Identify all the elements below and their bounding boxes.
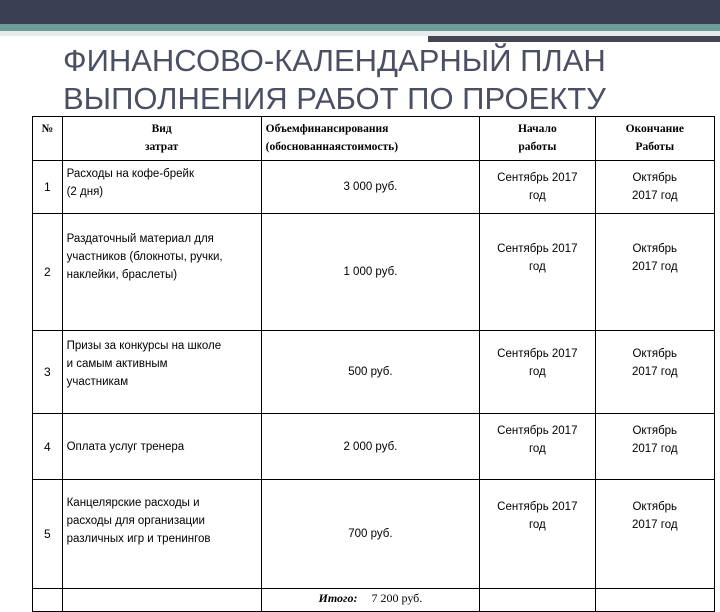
- row-number: 2: [33, 214, 63, 331]
- row-end-date: [595, 414, 714, 480]
- expense-type-line: и самым активным: [66, 358, 168, 370]
- end-date-line-1: Октябрь: [632, 501, 678, 513]
- row-start-date: [480, 414, 595, 480]
- header-start-date-line-1: Начало: [517, 123, 557, 135]
- total-row-empty-cell: [62, 589, 261, 612]
- row-expense-type: [62, 414, 261, 480]
- header-expense-type: [62, 117, 261, 161]
- start-date-line-1: Сентябрь 2017: [497, 243, 578, 255]
- total-amount-cell: [261, 589, 479, 612]
- start-date-line-1: Сентябрь 2017: [497, 425, 578, 437]
- header-end-date-line-1: Окончание: [625, 123, 684, 135]
- total-row-empty-cell: [595, 589, 714, 612]
- row-expense-type: [62, 161, 261, 214]
- row-funding-volume: 3 000 руб.: [261, 161, 479, 214]
- total-row-empty-cell: [480, 589, 595, 612]
- expense-type-line: Оплата услуг тренера: [66, 440, 185, 453]
- end-date-line-1: Октябрь: [632, 425, 678, 437]
- row-funding-volume: 700 руб.: [261, 480, 479, 589]
- end-date-line-1: Октябрь: [632, 243, 678, 255]
- financial-calendar-table: [32, 116, 715, 612]
- row-number: 1: [33, 161, 63, 214]
- row-start-date: [480, 214, 595, 331]
- banner-accent-stripe: [0, 24, 720, 31]
- slide-title: [63, 42, 703, 118]
- row-funding-volume: 1 000 руб.: [261, 214, 479, 331]
- table-row: [33, 331, 715, 414]
- expense-type-line: участникам: [66, 376, 129, 388]
- end-date-line-2: 2017 год: [631, 443, 678, 455]
- end-date-line-1: Октябрь: [632, 348, 678, 360]
- header-start-date-line-2: работы: [518, 141, 557, 153]
- header-start-date: [480, 117, 595, 161]
- header-funding-volume-line-2: (обоснованнаястоимость): [265, 141, 399, 153]
- expense-type-line: наклейки, браслеты): [66, 269, 178, 281]
- row-end-date: [595, 214, 714, 331]
- slide-title-line-2: ВЫПОЛНЕНИЯ РАБОТ ПО ПРОЕКТУ: [63, 81, 606, 116]
- start-date-line-2: год: [528, 190, 546, 202]
- expense-type-line: Призы за конкурсы на школе: [66, 340, 222, 352]
- row-expense-type: [62, 331, 261, 414]
- total-value: 7 200 руб.: [371, 591, 423, 605]
- row-funding-volume: 500 руб.: [261, 331, 479, 414]
- start-date-line-1: Сентябрь 2017: [497, 172, 578, 184]
- row-expense-type: [62, 214, 261, 331]
- end-date-line-2: 2017 год: [631, 190, 678, 202]
- expense-type-line: Раздаточный материал для: [66, 233, 214, 245]
- header-expense-type-line-2: затрат: [144, 141, 179, 153]
- top-banner-bar: [0, 0, 720, 24]
- row-expense-type: [62, 480, 261, 589]
- header-end-date: [595, 117, 714, 161]
- row-funding-volume: 2 000 руб.: [261, 414, 479, 480]
- table-row: [33, 414, 715, 480]
- header-end-date-line-2: Работы: [635, 141, 675, 153]
- row-end-date: [595, 161, 714, 214]
- slide-title-line-1: ФИНАНСОВО-КАЛЕНДАРНЫЙ ПЛАН: [63, 43, 606, 78]
- start-date-line-1: Сентябрь 2017: [497, 348, 578, 360]
- header-expense-type-line-1: Вид: [151, 123, 172, 135]
- table-row: [33, 161, 715, 214]
- row-number: 4: [33, 414, 63, 480]
- expense-type-line: (2 дня): [66, 186, 104, 198]
- expense-type-line: Канцелярские расходы и: [66, 497, 200, 509]
- end-date-line-2: 2017 год: [631, 366, 678, 378]
- header-funding-volume-line-1: Объемфинансирования: [265, 123, 389, 135]
- table-header-row: [33, 117, 715, 161]
- table-total-row: [33, 589, 715, 612]
- row-start-date: [480, 480, 595, 589]
- expense-type-line: расходы для организации: [66, 515, 205, 527]
- row-end-date: [595, 480, 714, 589]
- row-number: 3: [33, 331, 63, 414]
- expense-type-line: участников (блокноты, ручки,: [66, 251, 223, 263]
- start-date-line-1: Сентябрь 2017: [497, 501, 578, 513]
- expense-type-line: различных игр и тренингов: [66, 533, 211, 545]
- start-date-line-2: год: [528, 443, 546, 455]
- total-label: Итого:: [318, 591, 358, 605]
- start-date-line-2: год: [528, 366, 546, 378]
- start-date-line-2: год: [528, 519, 546, 531]
- start-date-line-2: год: [528, 261, 546, 273]
- row-start-date: [480, 161, 595, 214]
- table-row: [33, 214, 715, 331]
- end-date-line-1: Октябрь: [632, 172, 678, 184]
- end-date-line-2: 2017 год: [631, 261, 678, 273]
- header-number: №: [33, 117, 63, 161]
- total-row-empty-cell: [33, 589, 63, 612]
- row-start-date: [480, 331, 595, 414]
- end-date-line-2: 2017 год: [631, 519, 678, 531]
- table-row: [33, 480, 715, 589]
- row-number: 5: [33, 480, 63, 589]
- expense-type-line: Расходы на кофе-брейк: [66, 168, 194, 180]
- header-funding-volume: [261, 117, 479, 161]
- row-end-date: [595, 331, 714, 414]
